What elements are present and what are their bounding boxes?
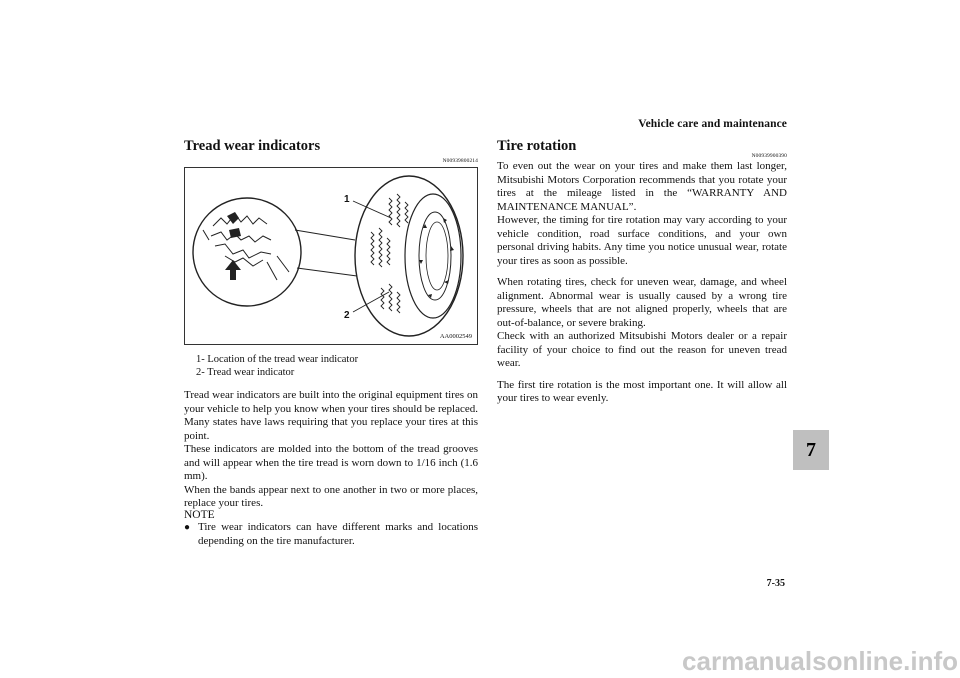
tire-rotation-body xyxy=(497,160,787,406)
chapter-tab[interactable]: 7 xyxy=(793,430,829,470)
watermark-text: carmanualsonline.info xyxy=(682,646,958,676)
running-header: Vehicle care and maintenance xyxy=(638,118,787,130)
caption-item: 2- Tread wear indicator xyxy=(196,367,295,378)
tire-diagram-svg xyxy=(185,168,477,344)
paragraph: When the bands appear next to one another in two or more places, replace your tires. xyxy=(184,483,478,509)
paragraph: These indicators are molded into the bottom of the tread grooves and will appear when the tire tread is worn down to 1/16 inch (1.6 mm). xyxy=(184,443,478,482)
section-title-tread-wear: Tread wear indicators xyxy=(184,138,321,154)
note-block xyxy=(184,509,478,548)
paragraph: Tread wear indicators are built into the original equipment tires on your vehicle to help you know when your tires should be replaced. Many states have laws requiring that you replace your tires at this point. xyxy=(184,389,478,442)
tire-tread-illustration xyxy=(184,167,478,345)
figure-id: AA0002549 xyxy=(439,333,472,340)
section-title-tire-rotation: Tire rotation xyxy=(497,138,577,154)
tread-wear-section-header xyxy=(184,137,478,155)
paragraph: The first tire rotation is the most important one. It will allow all your tires to wear evenly. xyxy=(497,378,787,404)
paragraph: To even out the wear on your tires and make them last longer, Mitsubishi Motors Corporation recommends that you rotate your tires at the mileage listed in the “WARRANTY AND MAINTENANCE MANUAL”. xyxy=(497,160,787,213)
note-item xyxy=(184,521,478,548)
note-label: NOTE xyxy=(184,509,215,521)
caption-item: 1- Location of the tread wear indicator xyxy=(196,354,359,365)
note-text: Tire wear indicators can have different marks and locations depending on the tire manufacturer. xyxy=(198,521,478,547)
callout-2: 2 xyxy=(344,310,350,321)
figure-captions xyxy=(196,353,478,379)
callout-1: 1 xyxy=(344,194,350,205)
paragraph: Check with an authorized Mitsubishi Motors dealer or a repair facility of your choice to find out the reason for uneven tread wear. xyxy=(497,330,787,369)
tire-rotation-section-header xyxy=(497,137,787,155)
section-code-tire-rotation: N00939900390 xyxy=(751,153,787,159)
page-number: 7-35 xyxy=(766,578,785,589)
watermark-logo xyxy=(568,640,960,678)
paragraph: However, the timing for tire rotation may vary according to your vehicle condition, road surface conditions, and your own personal driving habits. Any time you notice unusual wear, rotate your tires as soon as possible. xyxy=(497,214,787,267)
tread-wear-body xyxy=(184,389,478,511)
paragraph: When rotating tires, check for uneven wear, damage, and wheel alignment. Abnormal wear is usually caused by a wrong tire pressure, wheels that are not aligned properly, wheels that are out-of-balance, or severe braking. xyxy=(497,276,787,329)
bullet-icon: ● xyxy=(184,522,191,533)
section-code-tread-wear: N00939800214 xyxy=(442,158,478,164)
